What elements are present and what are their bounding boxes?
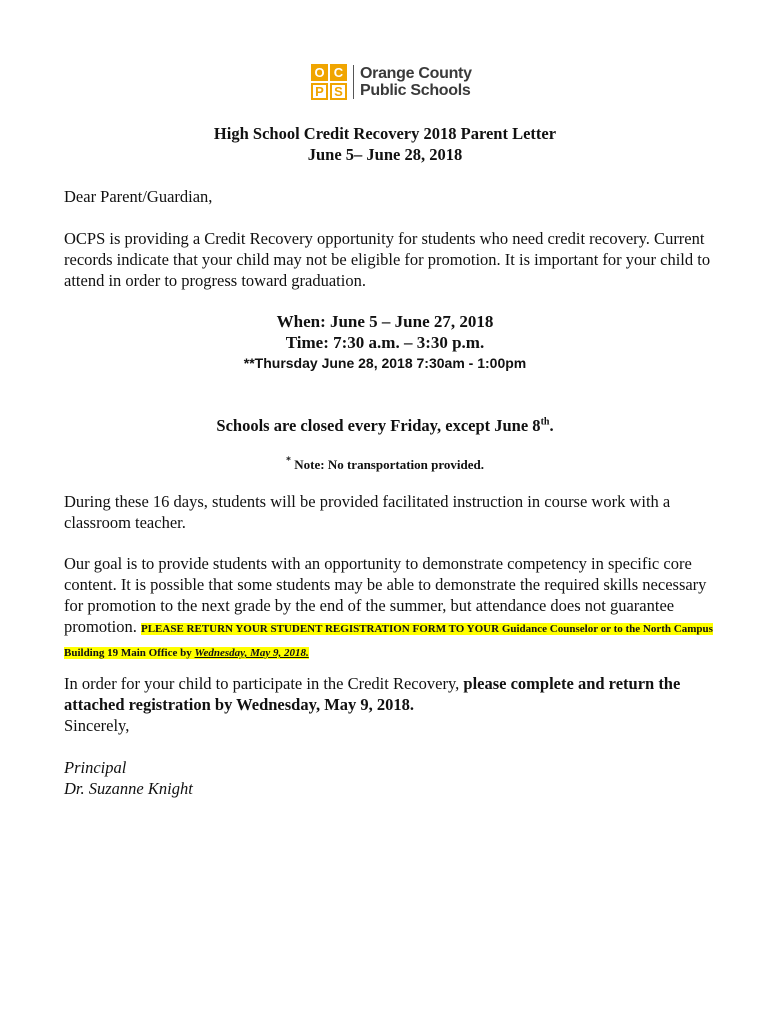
letter-dates: June 5– June 28, 2018 bbox=[307, 145, 463, 164]
logo-wordmark bbox=[360, 65, 472, 99]
logo-letter-s: S bbox=[330, 83, 347, 100]
note-marker: * bbox=[286, 455, 292, 467]
paragraph-participate bbox=[64, 673, 714, 715]
logo-divider bbox=[353, 65, 354, 99]
paragraph-instruction: During these 16 days, students will be provided facilitated instruction in course work with a classroom teacher. bbox=[64, 492, 671, 532]
intro-paragraph: OCPS is providing a Credit Recovery opportunity for students who need credit recovery. Current records indicate that your child may not be eligible for promotion. It is important for your child to attend in order to progress toward graduation. bbox=[64, 229, 711, 290]
ocps-logo bbox=[311, 64, 472, 100]
logo-line-2: Public Schools bbox=[360, 82, 471, 99]
closed-notice bbox=[0, 416, 770, 436]
note-text: Note: No transportation provided. bbox=[291, 457, 484, 472]
logo-mark bbox=[311, 64, 347, 100]
schedule-when: When: June 5 – June 27, 2018 bbox=[276, 312, 494, 331]
closing: Sincerely, bbox=[64, 716, 130, 735]
return-form-highlight bbox=[64, 623, 713, 659]
schedule-time: Time: 7:30 a.m. – 3:30 p.m. bbox=[285, 333, 485, 352]
closed-sup: th bbox=[540, 416, 550, 428]
logo-letter-c: C bbox=[330, 64, 347, 81]
return-form-text: PLEASE RETURN YOUR STUDENT REGISTRATION FORM TO YOUR Guidance Counselor or to the North Campus Building 19 Main Office by bbox=[64, 623, 713, 659]
letter-title: High School Credit Recovery 2018 Parent Letter bbox=[213, 124, 557, 143]
goal-text: Our goal is to provide students with an opportunity to demonstrate competency in specific core content. It is possible that some students may be able to demonstrate the required skills necessary for promotion to the next grade by the end of the summer, but attendance does not guarantee promotion. bbox=[64, 554, 707, 636]
participate-text: In order for your child to participate in the Credit Recovery, bbox=[64, 674, 464, 693]
logo-line-1: Orange County bbox=[360, 65, 472, 82]
logo-letter-o: O bbox=[311, 64, 328, 81]
closed-end: . bbox=[549, 416, 554, 435]
signature-name: Dr. Suzanne Knight bbox=[64, 779, 193, 798]
paragraph-goal bbox=[64, 553, 714, 664]
transport-note bbox=[0, 457, 770, 473]
schedule-thursday: **Thursday June 28, 2018 7:30am - 1:00pm bbox=[243, 355, 527, 371]
logo-letter-p: P bbox=[311, 83, 328, 100]
participate-bold: please complete and return the attached registration by Wednesday, May 9, 2018. bbox=[64, 674, 681, 714]
closed-text: Schools are closed every Friday, except June 8 bbox=[216, 416, 541, 435]
greeting: Dear Parent/Guardian, bbox=[64, 187, 213, 206]
return-deadline: Wednesday, May 9, 2018. bbox=[194, 647, 309, 659]
signature-role: Principal bbox=[64, 758, 127, 777]
